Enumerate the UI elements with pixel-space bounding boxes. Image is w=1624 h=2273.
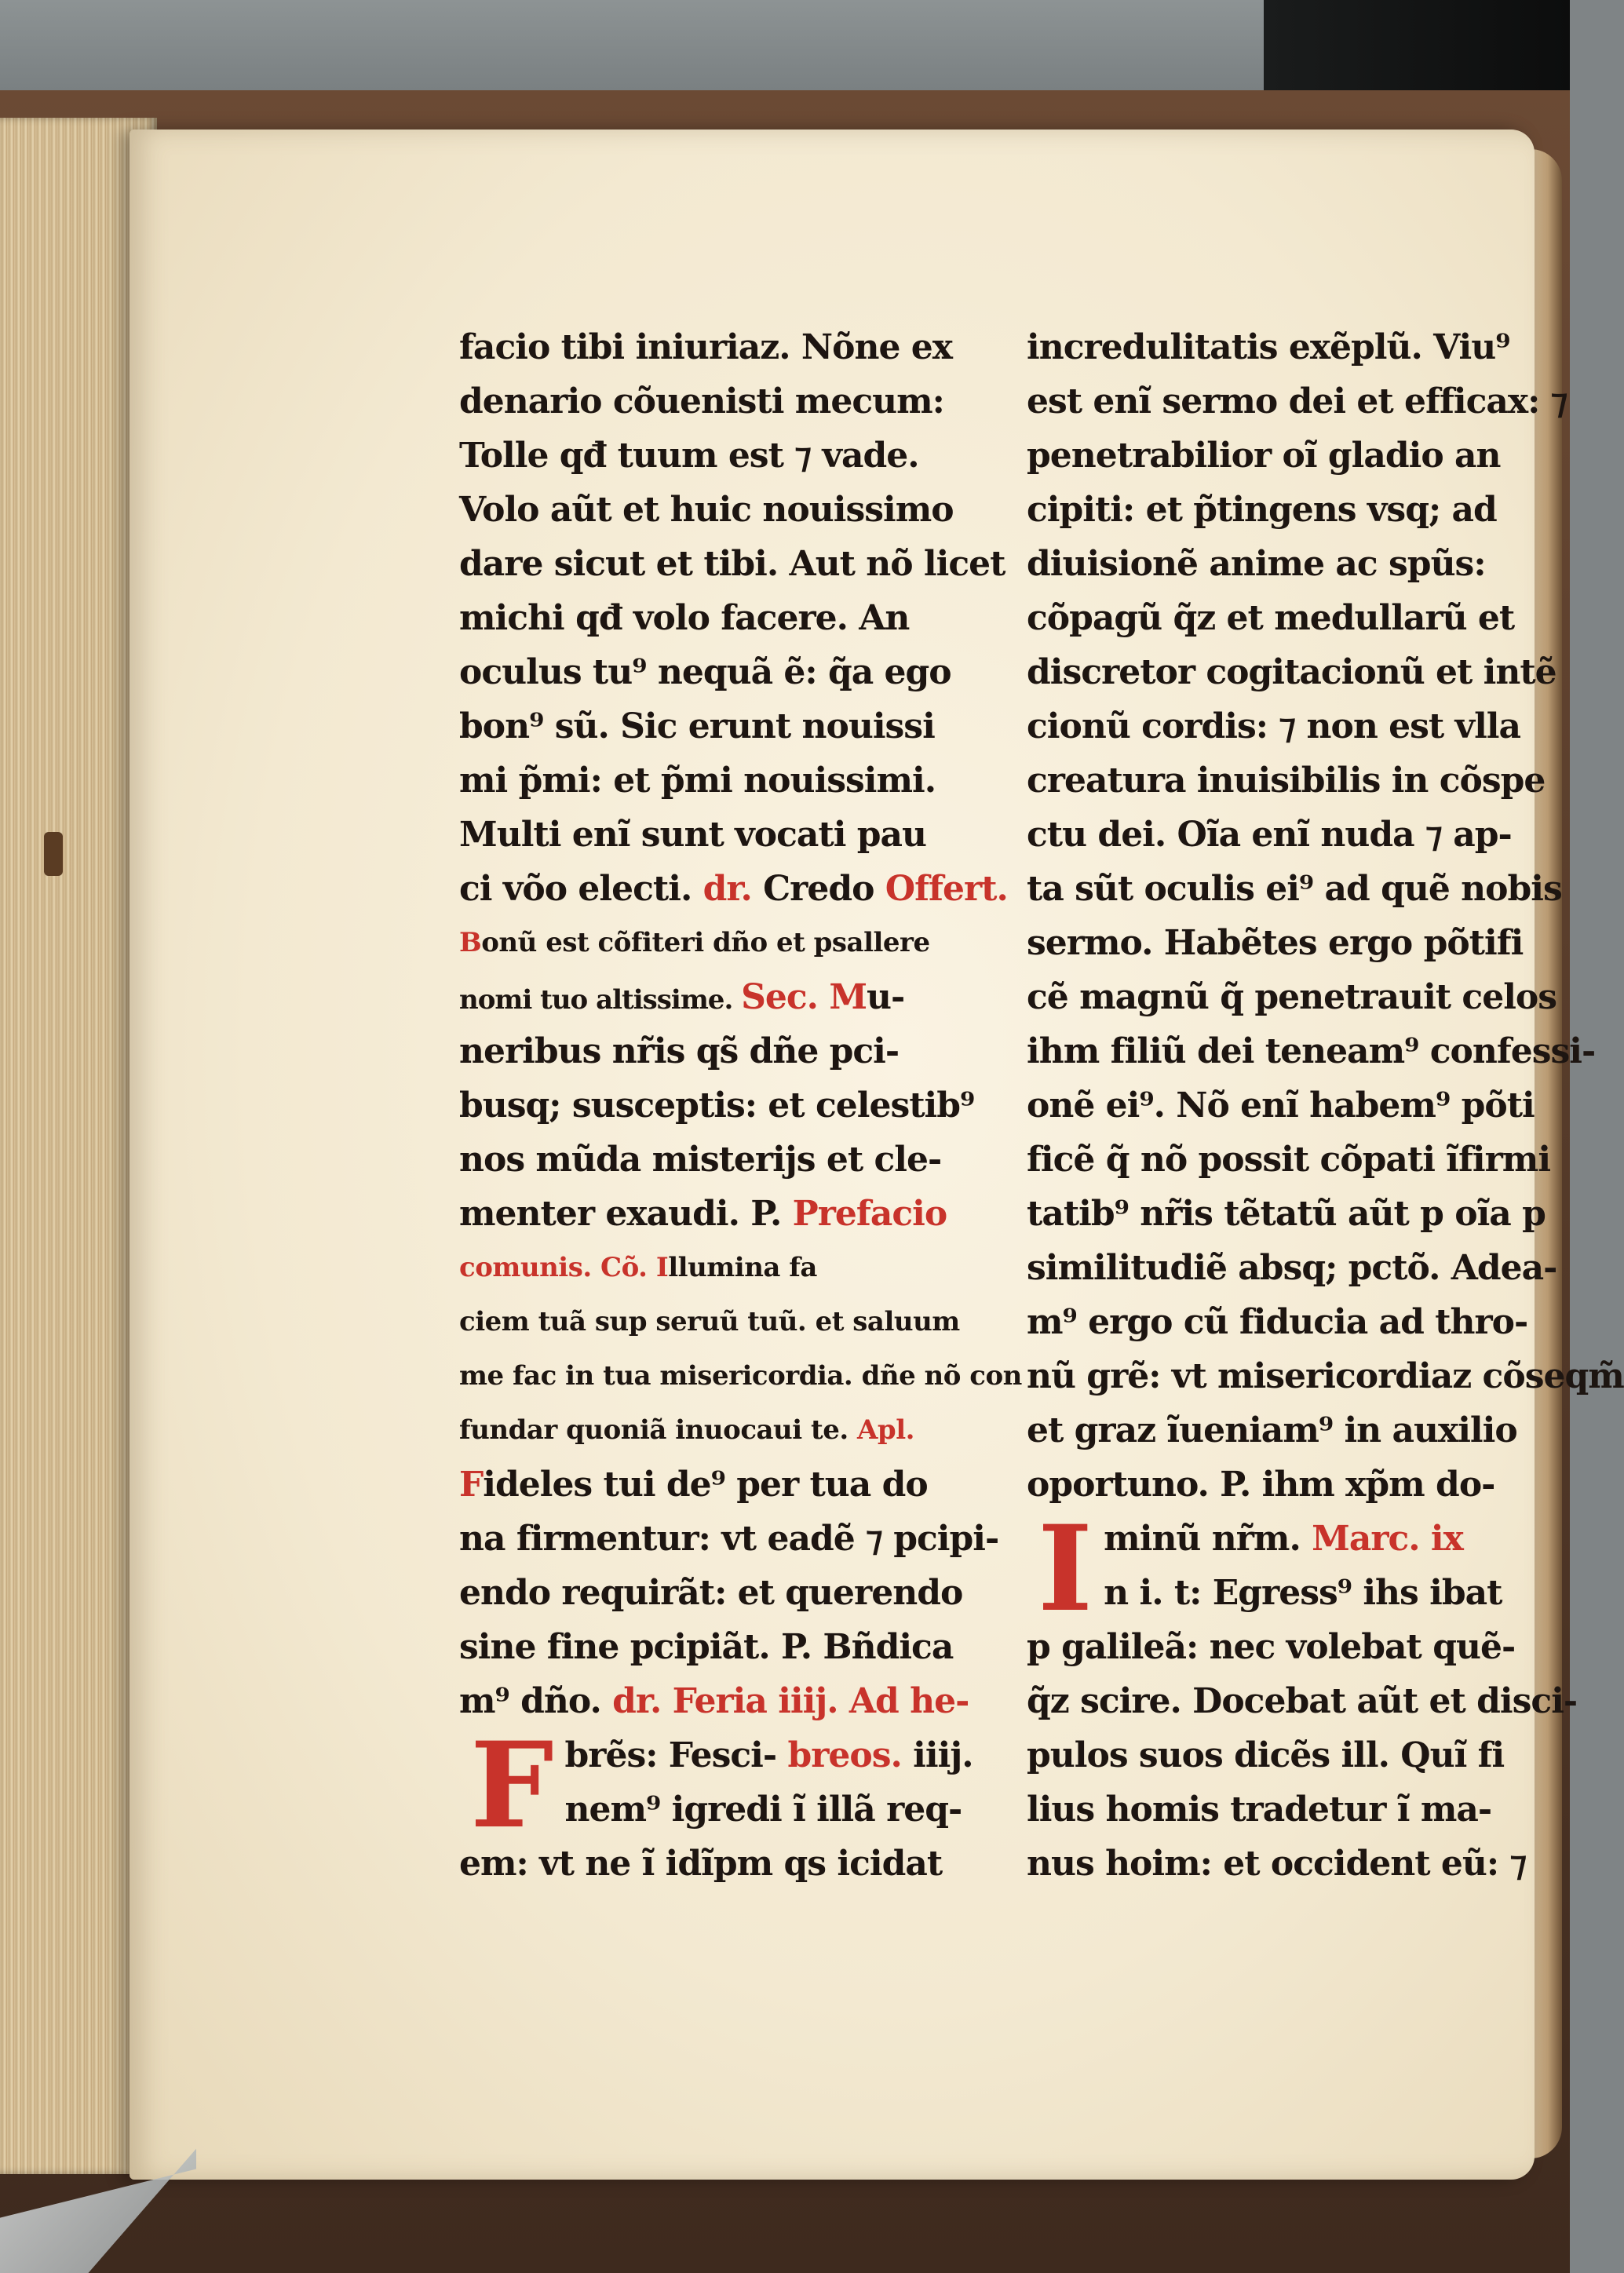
body-text: ideles tui de⁹ per tua do [483, 1465, 928, 1505]
text-line [459, 1403, 934, 1458]
body-text: discretor cogitacionũ et intẽ [1027, 652, 1556, 692]
body-text: sine fine pcipiãt. P. Bñdica [459, 1627, 954, 1667]
body-text: na firmentur: vt eadẽ ⁊ pcipi- [459, 1519, 999, 1559]
text-line [1027, 1566, 1502, 1620]
text-line [1027, 1078, 1535, 1133]
rubric-text: breos. [787, 1735, 902, 1775]
body-text: iiij. [901, 1735, 973, 1775]
body-text: ctu dei. Oĩa enĩ nuda ⁊ ap- [1027, 815, 1512, 855]
body-text: brẽs: Fesci- [564, 1735, 788, 1775]
text-line [459, 753, 934, 808]
rubric-text: I [655, 1252, 669, 1283]
body-text: minũ nr̃m. [1104, 1519, 1312, 1559]
body-text: ci võo electi. [459, 869, 703, 909]
text-line [459, 1674, 969, 1728]
text-line [459, 483, 954, 537]
text-line [1027, 483, 1497, 537]
text-line [1027, 1458, 1495, 1512]
text-line [459, 1024, 934, 1078]
text-line [1027, 862, 1562, 916]
text-line [1027, 1187, 1546, 1241]
text-line [1027, 1620, 1516, 1674]
body-text: fundar quoniã inuocaui te. [459, 1414, 858, 1446]
body-text: nomi tuo altissime. [459, 984, 742, 1016]
text-line [459, 1512, 999, 1566]
text-line [1027, 1024, 1596, 1078]
body-text: Volo aũt et huic nouissimo [459, 490, 954, 530]
body-text: cipiti: et p̃tingens vsq; ad [1027, 490, 1497, 530]
body-text: cẽ magnũ q̃ penetrauit celos [1027, 977, 1557, 1017]
rubric-text: dr. [703, 869, 752, 909]
text-line [1027, 1133, 1551, 1187]
text-line [459, 645, 951, 699]
text-line [1027, 1295, 1528, 1349]
body-text: diuisionẽ anime ac spũs: [1027, 544, 1486, 584]
text-line [459, 808, 934, 862]
body-text: endo requirãt: et querendo [459, 1573, 963, 1613]
text-line [459, 1349, 1022, 1403]
body-text: ficẽ q̃ nõ possit cõpati ĩfirmi [1027, 1140, 1551, 1180]
body-text: me fac in tua misericordia. dñe nõ con [459, 1360, 1022, 1392]
body-text: Tolle qđ tuum est ⁊ vade. [459, 436, 919, 476]
body-text: q̃z scire. Docebat aũt et disci- [1027, 1681, 1578, 1721]
text-line [459, 591, 934, 645]
body-text: facio tibi iniuriaz. Nõne ex [459, 327, 952, 367]
body-text: michi qđ volo facere. An [459, 598, 910, 638]
text-line [1027, 699, 1521, 753]
rubric-text: comunis. Cõ. [459, 1252, 656, 1283]
body-text: et graz ĩueniam⁹ in auxilio [1027, 1410, 1517, 1450]
body-text: menter exaudi. P. [459, 1194, 793, 1234]
body-text: ta sũt oculis ei⁹ ad quẽ nobis [1027, 869, 1562, 909]
body-text: onũ est cõfiteri dño et psallere [481, 927, 930, 958]
rubric-text: Offert. [885, 869, 1008, 909]
body-text: onẽ ei⁹. Nõ enĩ habem⁹ põti [1027, 1085, 1535, 1126]
text-line [1027, 753, 1546, 808]
text-line [1027, 1837, 1527, 1891]
rubric-text: Marc. ix [1312, 1519, 1463, 1559]
body-text: incredulitatis exẽplũ. Viu⁹ [1027, 327, 1510, 367]
text-line [459, 1078, 975, 1133]
body-text: penetrabilior oĩ gladio an [1027, 436, 1501, 476]
text-line [459, 1837, 943, 1891]
rubric-text: Prefacio [792, 1194, 947, 1234]
text-line [1027, 645, 1556, 699]
red-initial-letter-right: I [1038, 1500, 1093, 1638]
text-line [459, 1566, 963, 1620]
text-line [459, 1458, 934, 1512]
body-text: m⁹ ergo cũ fiducia ad thro- [1027, 1302, 1528, 1342]
body-text: dare sicut et tibi. Aut nõ licet [459, 544, 1005, 584]
body-text: cionũ cordis: ⁊ non est vlla [1027, 706, 1521, 746]
body-text: nus hoim: et occident eũ: ⁊ [1027, 1844, 1527, 1884]
left-text-column [459, 320, 1022, 1891]
text-line [459, 374, 944, 429]
body-text: llumina fa [668, 1252, 817, 1283]
body-text: creatura inuisibilis in cõspe [1027, 761, 1546, 801]
body-text: nem⁹ igredi ĩ illã req- [564, 1790, 962, 1830]
text-line [1027, 429, 1501, 483]
text-line [459, 537, 1005, 591]
body-text: nũ grẽ: vt misericordiaz cõseqm̃ [1027, 1356, 1624, 1396]
text-line [459, 1133, 942, 1187]
body-text: n i. t: Egress⁹ ihs ibat [1104, 1573, 1502, 1613]
text-line [1027, 1349, 1624, 1403]
body-text: Credo [751, 869, 885, 909]
body-text: tatib⁹ nr̃is tẽtatũ aũt p oĩa p [1027, 1194, 1546, 1234]
body-text: sermo. Habẽtes ergo põtifi [1027, 923, 1524, 963]
text-line [459, 699, 934, 753]
body-text: nos mũda misterijs et cle- [459, 1140, 942, 1180]
text-line [1027, 916, 1524, 970]
text-line [1027, 1241, 1557, 1295]
text-line [1027, 537, 1486, 591]
rubric-text: Sec. M [741, 977, 867, 1017]
body-text: u- [867, 977, 905, 1017]
body-text: mi p̃mi: et p̃mi nouissimi. [459, 761, 936, 801]
text-line [1027, 1512, 1482, 1566]
body-text: Multi enĩ sunt vocati pau [459, 815, 927, 855]
text-line [1027, 808, 1512, 862]
text-line [459, 916, 934, 970]
text-line [459, 1295, 960, 1349]
right-text-column [1027, 320, 1624, 1891]
body-text: bon⁹ sũ. Sic erunt nouissi [459, 706, 935, 746]
text-line [459, 1187, 947, 1241]
book-clasp [44, 832, 63, 876]
body-text: m⁹ dño. [459, 1681, 613, 1721]
body-text: ciem tuã sup seruũ tuũ. et saluum [459, 1306, 960, 1337]
text-line [1027, 1403, 1517, 1458]
text-line [1027, 374, 1567, 429]
rubric-text: dr. Feria iiij. Ad he- [612, 1681, 969, 1721]
red-initial-letter-left: F [470, 1717, 554, 1855]
body-text: pulos suos dicẽs ill. Quĩ fi [1027, 1735, 1505, 1775]
text-line [459, 1620, 954, 1674]
rubric-text: Apl. [857, 1414, 914, 1446]
text-line [459, 429, 934, 483]
body-text: est enĩ sermo dei et efficax: ⁊ [1027, 381, 1567, 421]
body-text: lius homis tradetur ĩ ma- [1027, 1790, 1492, 1830]
text-line [1027, 320, 1510, 374]
text-line [459, 970, 934, 1024]
body-text: cõpagũ q̃z et medullarũ et [1027, 598, 1515, 638]
text-line [1027, 1782, 1492, 1837]
text-line [459, 320, 952, 374]
text-line [459, 1241, 934, 1295]
body-text: oportuno. P. ihm xp̃m do- [1027, 1465, 1495, 1505]
body-text: similitudiẽ absq; pctõ. Adea- [1027, 1248, 1557, 1288]
text-line [1027, 970, 1557, 1024]
body-text: neribus nr̃is qs̃ dñe pci- [459, 1031, 900, 1071]
body-text: p galileã: nec volebat quẽ- [1027, 1627, 1516, 1667]
rubric-text: F [459, 1465, 484, 1505]
text-line [1027, 1728, 1505, 1782]
rubric-text: B [459, 927, 482, 958]
text-line [459, 862, 1008, 916]
body-text: ihm filiũ dei teneam⁹ confessi- [1027, 1031, 1596, 1071]
text-line [1027, 591, 1515, 645]
body-text: denario cõuenisti mecum: [459, 381, 944, 421]
body-text: oculus tu⁹ nequã ẽ: q̃a ego [459, 652, 951, 692]
body-text: em: vt ne ĩ idĩpm qs icidat [459, 1844, 943, 1884]
text-line [1027, 1674, 1578, 1728]
body-text: busq; susceptis: et celestib⁹ [459, 1085, 975, 1126]
